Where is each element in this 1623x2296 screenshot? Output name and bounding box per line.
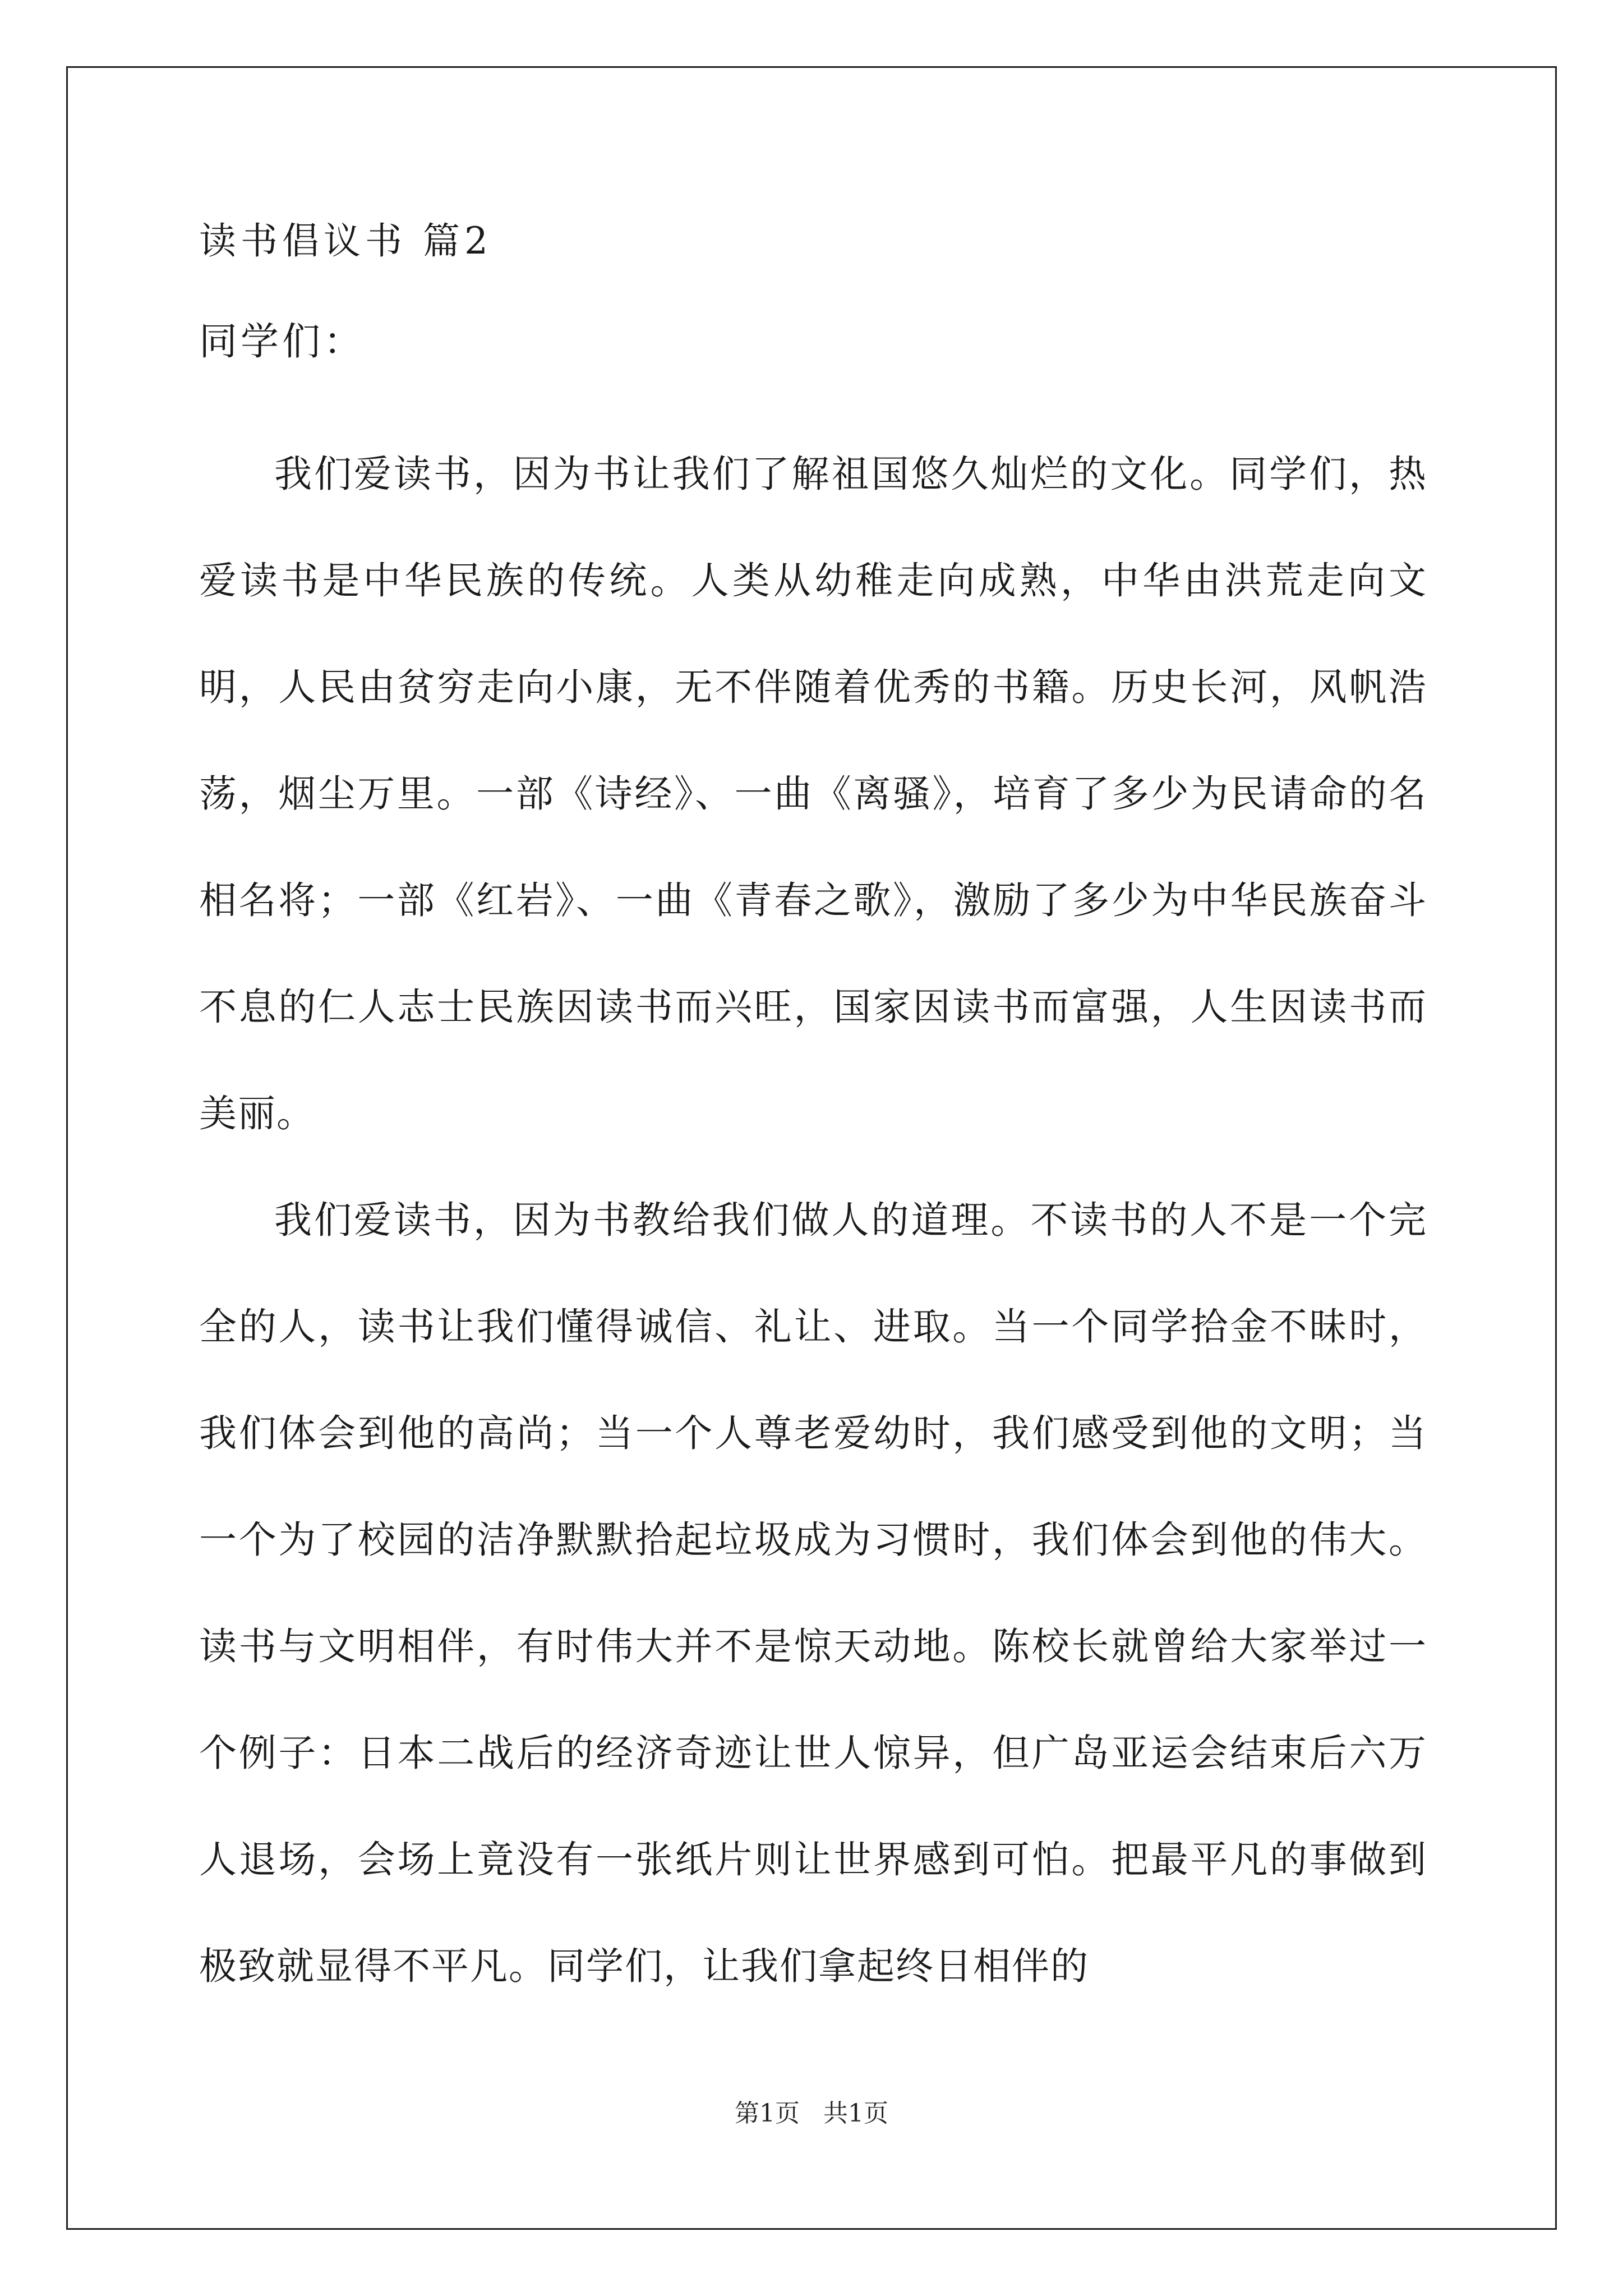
greeting: 同学们： xyxy=(199,320,366,364)
document-heading: 读书倡议书 篇2 xyxy=(199,219,492,263)
paragraph-1: 我们爱读书，因为书让我们了解祖国悠久灿烂的文化。同学们，热爱读书是中华民族的传统。人类从幼稚走向成熟，中华由洪荒走向文明，人民由贫穷走向小康，无不伴随着优秀的书籍。历史长河，风帆浩荡，烟尘万里。一部《诗经》、一曲《离骚》，培育了多少为民请命的名相名将；一部《红岩》、一曲《青春之歌》，激励了多少为中华民族奋斗不息的仁人志士民族因读书而兴旺，国家因读书而富强，人生因读书而美丽。 xyxy=(199,452,1427,1135)
paragraph-2: 我们爱读书，因为书教给我们做人的道理。不读书的人不是一个完全的人，读书让我们懂得诚信、礼让、进取。当一个同学拾金不昧时，我们体会到他的高尚；当一个人尊老爱幼时，我们感受到他的文明；当一个为了校园的洁净默默拾起垃圾成为习惯时，我们体会到他的伟大。读书与文明相伴，有时伟大并不是惊天动地。陈校长就曾给大家举过一个例子：日本二战后的经济奇迹让世人惊异，但广岛亚运会结束后六万人退场，会场上竟没有一张纸片则让世界感到可怕。把最平凡的事做到极致就显得不平凡。同学们，让我们拿起终日相伴的 xyxy=(199,1198,1427,1988)
page-number-total: 共1页 xyxy=(823,2099,888,2128)
page-number-current: 第1页 xyxy=(735,2099,800,2128)
document-body xyxy=(199,213,1427,2019)
page-footer xyxy=(0,2097,1623,2131)
